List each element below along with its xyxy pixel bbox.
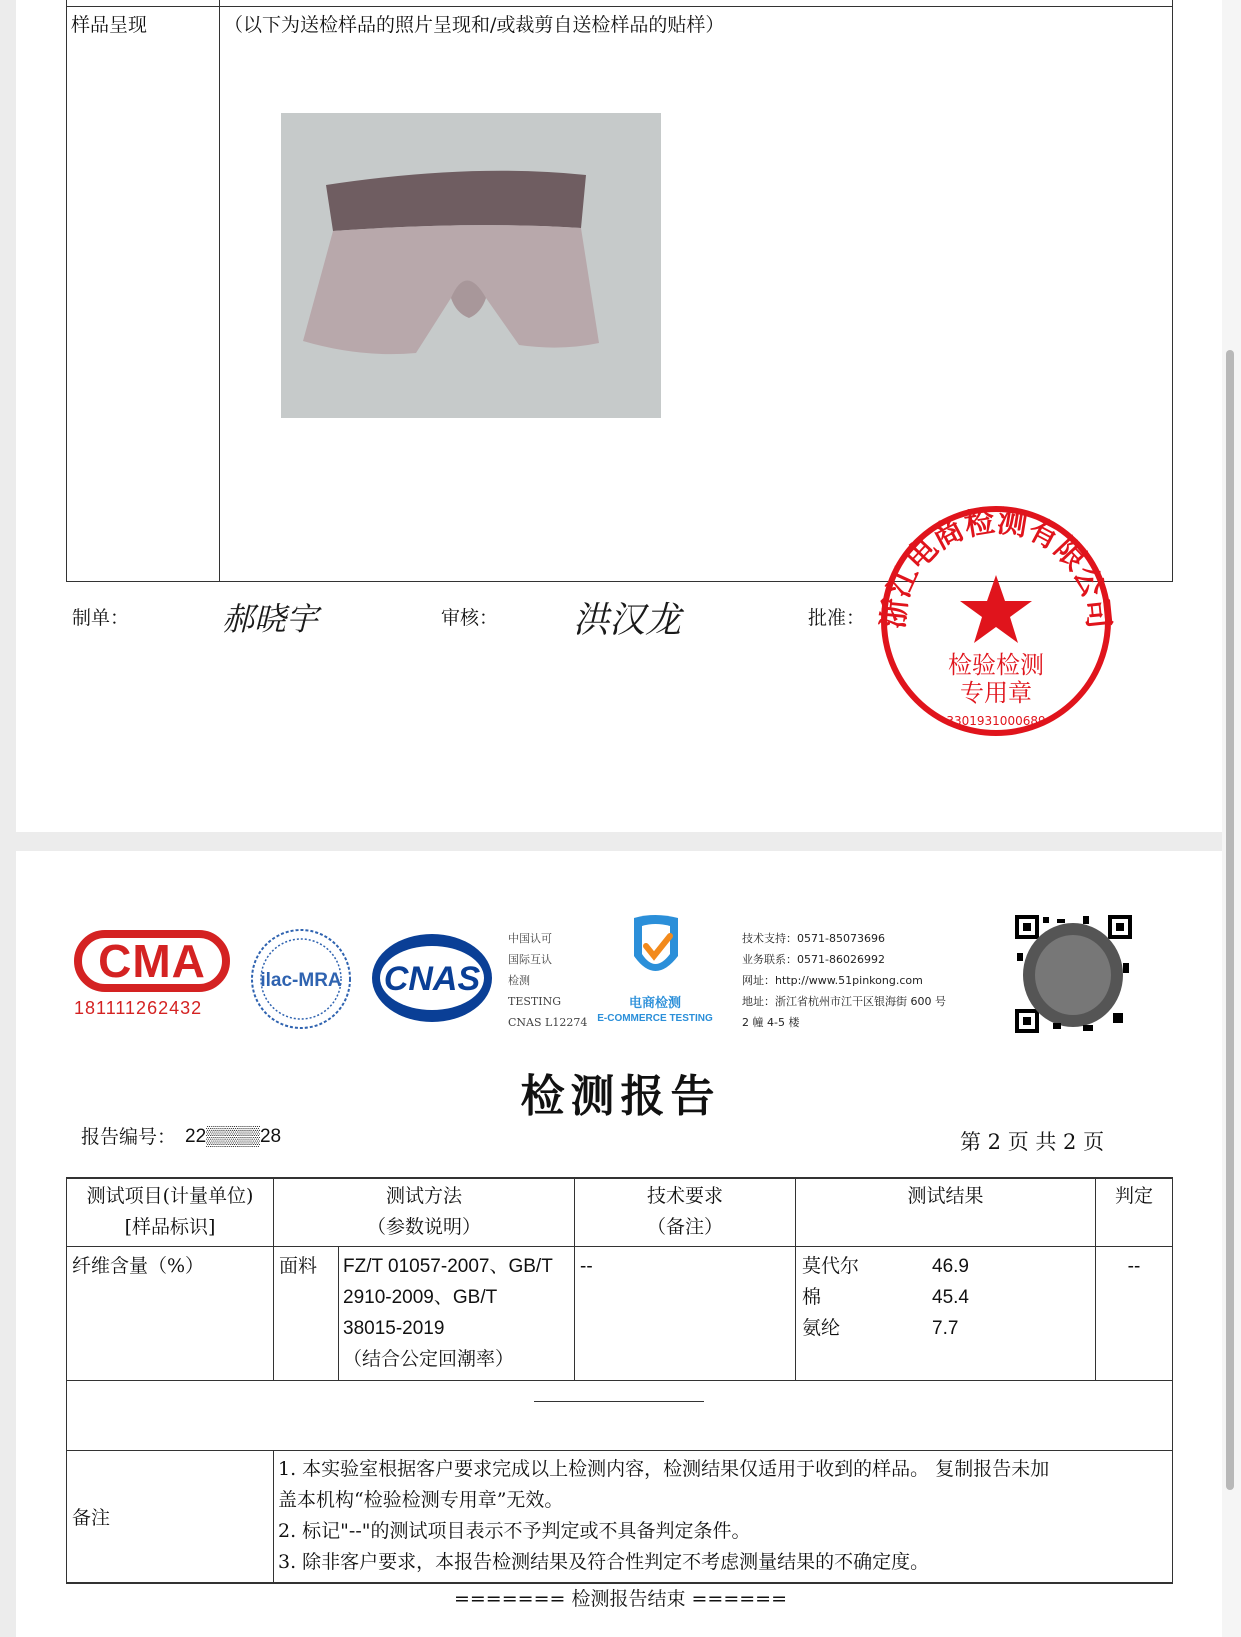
- maker-label: 制单：: [72, 607, 130, 629]
- header-requirement: [575, 1181, 795, 1243]
- qr-code[interactable]: [1013, 913, 1134, 1035]
- sample-label: 样品呈现: [71, 14, 148, 36]
- row-requirement: --: [580, 1256, 593, 1277]
- fiber-value: 46.9: [932, 1256, 969, 1277]
- contact-line: 地址：浙江省杭州市江干区银海街 600 号: [742, 995, 946, 1008]
- ecommerce-en: E-COMMERCE TESTING: [597, 1013, 713, 1024]
- remarks-label: 备注: [72, 1507, 111, 1529]
- seal-company: 浙江电商检测有限公司: [878, 504, 1114, 631]
- header-method: [274, 1181, 574, 1243]
- reviewer-signature: 洪汉龙: [573, 600, 682, 641]
- table-left-border: [66, 0, 67, 582]
- cnas-text-block: [508, 928, 587, 1033]
- sample-note: （以下为送检样品的照片呈现和/或裁剪自送检样品的贴样）: [224, 14, 725, 36]
- table-divider: [219, 0, 220, 582]
- ecommerce-cn: 电商检测: [628, 996, 681, 1011]
- header-method-line1: 测试方法: [385, 1185, 462, 1207]
- cnas-line: TESTING: [508, 995, 561, 1008]
- cnas-logo: [368, 930, 496, 1025]
- table-bottom-border: [66, 1582, 1173, 1584]
- cma-text: CMA: [98, 935, 206, 987]
- method-line: FZ/T 01057-2007、GB/T: [343, 1256, 553, 1277]
- row-part: 面料: [279, 1255, 318, 1277]
- scrollbar-thumb[interactable]: [1226, 350, 1234, 1490]
- cnas-text: CNAS: [383, 960, 481, 998]
- contact-line: 网址：http://www.51pinkong.com: [742, 974, 923, 987]
- method-line: 38015-2019: [343, 1318, 445, 1339]
- header-method-line2: （参数说明）: [366, 1216, 481, 1238]
- fiber-value: 7.7: [932, 1318, 959, 1339]
- row-results: [802, 1251, 969, 1344]
- remark-line: 盖本机构“检验检测专用章”无效。: [278, 1489, 564, 1511]
- table-right-border: [1172, 0, 1173, 582]
- col-divider-part: [338, 1246, 339, 1381]
- cnas-line: 中国认可: [508, 932, 552, 945]
- result-line: [802, 1282, 969, 1313]
- report-number-label: 报告编号：: [81, 1126, 177, 1148]
- cnas-line: 国际互认: [508, 953, 552, 966]
- seal-code: 3301931000689: [946, 714, 1046, 728]
- seal-purpose-1: 检验检测: [948, 651, 1044, 679]
- empty-row-mark: [534, 1401, 704, 1402]
- ilac-mra-logo: [250, 928, 352, 1030]
- header-req-line2: （备注）: [646, 1216, 723, 1238]
- report-title: 检测报告: [520, 1071, 721, 1122]
- approver-label: 批准：: [808, 607, 866, 629]
- method-line: 2910-2009、GB/T: [343, 1287, 498, 1308]
- remark-line: 1. 本实验室根据客户要求完成以上检测内容，检测结果仅适用于收到的样品。 复制报告未加: [278, 1458, 1050, 1480]
- fiber-name: 氨纶: [802, 1317, 841, 1339]
- cnas-line: 检测: [508, 974, 530, 987]
- contact-line: 技术支持：0571-85073696: [742, 932, 885, 945]
- cma-logo: [74, 930, 230, 1019]
- header-item-line2: [样品标识]: [124, 1216, 216, 1238]
- page-indicator: 第 2 页 共 2 页: [960, 1130, 1105, 1154]
- row-method: [343, 1251, 553, 1375]
- header-item: [67, 1181, 273, 1243]
- contact-line: 2 幢 4-5 楼: [742, 1016, 800, 1029]
- remarks-text: [278, 1454, 1049, 1578]
- seal-purpose-2: 专用章: [960, 679, 1032, 707]
- cnas-line: CNAS L12274: [508, 1016, 588, 1029]
- method-line: （结合公定回潮率）: [343, 1348, 515, 1370]
- inspection-seal: [878, 503, 1114, 739]
- sample-photo: [281, 113, 661, 418]
- maker-signature: 郝晓宇: [222, 600, 319, 638]
- header-result: 测试结果: [907, 1185, 984, 1207]
- contact-info: [742, 928, 946, 1033]
- cma-number: 181111262432: [74, 998, 203, 1018]
- ecommerce-testing-logo: [594, 912, 716, 1027]
- header-bottom-border: [66, 1246, 1173, 1247]
- ilac-text: ilac-MRA: [260, 970, 342, 991]
- reviewer-label: 审核：: [441, 607, 499, 629]
- report-number-value: 22▒▒▒▒28: [185, 1126, 282, 1147]
- remark-line: 2. 标记"--"的测试项目表示不予判定或不具备判定条件。: [278, 1520, 751, 1542]
- fiber-name: 莫代尔: [802, 1255, 860, 1277]
- result-line: [802, 1251, 969, 1282]
- table-top-border: [66, 6, 1173, 7]
- header-judgment: 判定: [1114, 1185, 1153, 1207]
- contact-line: 业务联系：0571-86026992: [742, 953, 885, 966]
- fiber-value: 45.4: [932, 1287, 969, 1308]
- row-judgment: --: [1127, 1256, 1141, 1277]
- remark-line: 3. 除非客户要求，本报告检测结果及符合性判定不考虑测量结果的不确定度。: [278, 1551, 930, 1573]
- report-end-marker: ======= 检测报告结束 ======: [453, 1588, 788, 1610]
- table-top-border: [66, 1177, 1173, 1179]
- fiber-name: 棉: [802, 1286, 822, 1308]
- header-req-line1: 技术要求: [646, 1185, 723, 1207]
- table-right-border: [1172, 1177, 1173, 1583]
- result-line: [802, 1313, 969, 1344]
- header-item-line1: 测试项目(计量单位): [86, 1185, 254, 1207]
- col-divider-1b: [273, 1450, 274, 1583]
- remarks-top-border: [66, 1450, 1173, 1451]
- row-bottom-border: [66, 1380, 1173, 1381]
- row-item: 纤维含量（%）: [72, 1255, 205, 1277]
